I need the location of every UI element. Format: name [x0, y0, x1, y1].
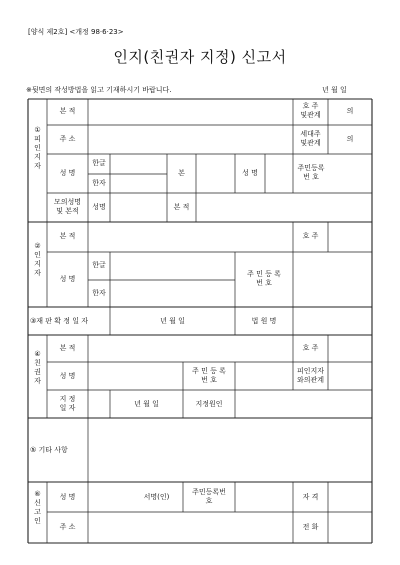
s1-bonjeok-label: 본 적 [59, 107, 76, 115]
instruction-note: ※뒷면의 작성방법을 읽고 기재하시기 바랍니다. [26, 86, 172, 94]
report-date: 년 월 일 [322, 86, 347, 94]
section-3-label: ③재 판 확 정 일 자 [30, 317, 88, 325]
s1-name-label: 성 명 [59, 169, 76, 177]
s1-address-label: 주 소 [59, 135, 76, 143]
s1-hangeul-label: 한글 [92, 159, 106, 167]
s1-hanja-label: 한자 [92, 179, 106, 187]
s2-hoju-label: 호 주 [302, 232, 319, 240]
s4-bonjeok-label: 본 적 [59, 344, 76, 352]
s1-ui-2: 의 [346, 135, 354, 143]
section-4-label: ④ 친 권 자 [34, 350, 41, 385]
s6-name-label: 성 명 [59, 493, 76, 501]
s1-hoju-relation-label: 호 주 및관계 [300, 102, 321, 119]
s4-hoju-label: 호 주 [302, 344, 319, 352]
s6-qualification-label: 자 격 [302, 493, 319, 501]
form-title: 인지(친권자 지정) 신고서 [113, 48, 287, 66]
s1-name2-label: 성 명 [242, 169, 258, 177]
s2-bonjeok-label: 본 적 [59, 232, 76, 240]
s4-rrn-label: 주 민 등 록 번 호 [192, 367, 226, 384]
s6-sign-label: 서명(인) [143, 493, 170, 501]
s1-sedaeju-relation-label: 세대주 및관계 [300, 130, 321, 147]
s4-designation-date-label: 지 정 일 자 [59, 395, 76, 412]
s1-mother-bon-label: 본 적 [173, 203, 190, 211]
section-2-label: ② 인 지 자 [34, 242, 41, 277]
s2-name-label: 성 명 [59, 275, 76, 283]
s6-phone-label: 전 화 [302, 523, 319, 531]
section-6-label: ⑥ 신 고 인 [34, 490, 41, 525]
section-1-label: ① 피 인 지 자 [34, 126, 41, 170]
section-5-label: ⑤ 기타 사항 [30, 446, 68, 454]
s1-rrn-label: 주민등록 번 호 [297, 164, 325, 181]
s6-rrn-label: 주민등록번 호 [192, 488, 226, 505]
s3-court-label: 법 원 명 [251, 317, 277, 325]
s4-relation-label: 피인지자 와의관계 [296, 367, 325, 384]
s1-ui-1: 의 [346, 107, 354, 115]
s6-address-label: 주 소 [59, 523, 76, 531]
s2-hanja-label: 한자 [92, 289, 106, 297]
s3-date: 년 월 일 [160, 317, 185, 325]
s1-mother-label: 모의성명 및 본적 [53, 198, 82, 215]
s4-date: 년 월 일 [134, 400, 159, 408]
s1-bon-label: 본 [178, 169, 185, 177]
form-number: [양식 제2호] <개정 98·6·23> [28, 28, 124, 36]
s2-hangeul-label: 한글 [92, 261, 106, 269]
s1-mother-name-label: 성명 [92, 203, 106, 211]
s2-rrn-label: 주 민 등 록 번 호 [247, 270, 281, 287]
s4-name-label: 성 명 [59, 372, 76, 380]
s4-reason-label: 지정원인 [195, 400, 223, 408]
